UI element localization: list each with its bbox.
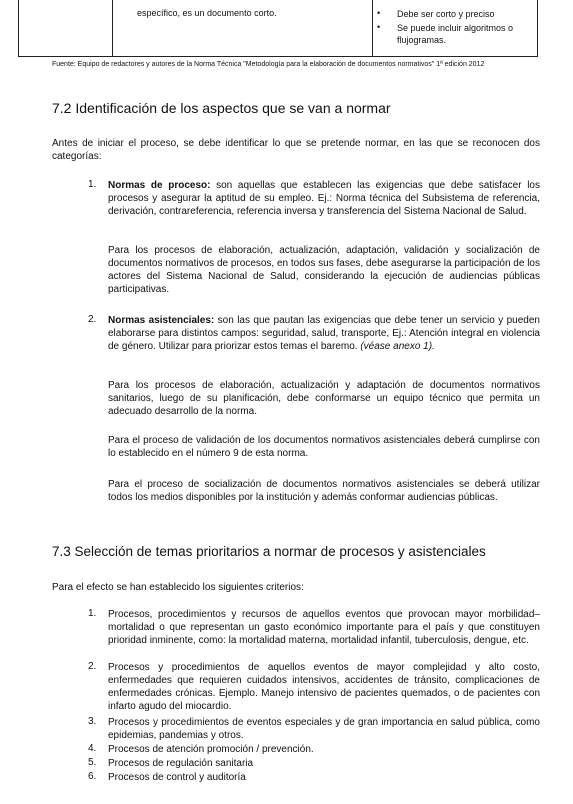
criteria-item: Procesos de regulación sanitaria <box>108 758 254 769</box>
list-number: 3. <box>88 716 97 727</box>
annex-reference: (véase anexo 1). <box>360 341 435 352</box>
table-cell-text: específico, es un documento corto. <box>137 8 277 18</box>
list-number: 5. <box>88 757 97 768</box>
list-number: 1. <box>88 608 97 619</box>
table-cell-empty <box>19 0 113 56</box>
criteria-item: Procesos y procedimientos de aquellos eventos de mayor complejidad y alto costo, enfermedades que requieren cuidados intensivos, accidentes de tránsito, complicaciones de enfermedades crónicas. Ejemplo. Manejo intensivo de pacientes quemados, o de pacientes con infarto agudo del miocardio. <box>108 662 540 712</box>
bullet-icon: • <box>377 22 381 32</box>
table-cell-description <box>113 0 373 56</box>
criteria-table-fragment <box>18 0 538 57</box>
list-item-process-norms: Normas de proceso: son aquellas que establecen las exigencias que debe satisfacer los procesos y asegurar la aptitud de su empleo. Ej.: Norma técnica del Subsistema de referencia, derivación, contrareferencia, referencia inversa y transferencia del Sistema Nacional de Salud. <box>108 180 540 217</box>
list-number: 4. <box>88 743 97 754</box>
paragraph: Para los procesos de elaboración, actualización y adaptación de documentos normativos sanitarios, luego de su planificación, debe conformarse un equipo técnico que permita un adecuado desarrollo de la norma. <box>108 380 540 417</box>
section-heading-7-3: 7.3 Selección de temas prioritarios a normar de procesos y asistenciales <box>52 544 486 559</box>
section-intro: Para el efecto se han establecido los siguientes criterios: <box>52 582 304 593</box>
list-number: 1. <box>88 179 97 190</box>
list-number: 2. <box>88 661 97 672</box>
list-number: 6. <box>88 771 97 782</box>
bullet-icon: • <box>377 8 381 18</box>
list-item-care-norms: Normas asistenciales: son las que pautan las exigencias que debe tener un servicio y pueden elaborarse para distintos campos: seguridad, salud, transporte, Ej.: Atención integral en violencia de género. Utilizar para priorizar estos temas el baremo. (véase anexo 1). <box>108 315 540 352</box>
table-cell-characteristics: • Debe ser corto y preciso • Se puede incluir algoritmos o flujogramas. <box>377 8 514 45</box>
criteria-item: Procesos de atención promoción / prevención. <box>108 744 314 755</box>
paragraph: Para los procesos de elaboración, actualización, adaptación, validación y socialización de documentos normativos de procesos, en todos sus fases, debe asegurarse la participación de los actores del Sistema Nacional de Salud, considerando la ejecución de audiencias públicas participativas. <box>108 245 540 295</box>
list-number: 2. <box>88 314 97 325</box>
table-source-note: Fuente: Equipo de redactores y autores de la Norma Técnica "Metodología para la elaboración de documentos normativos" 1ª edición 2012 <box>52 61 485 68</box>
criteria-item: Procesos de control y auditoría <box>108 772 246 783</box>
term-label: Normas de proceso: <box>108 180 211 191</box>
criteria-item: Procesos, procedimientos y recursos de aquellos eventos que provocan mayor morbilidad–mortalidad o que representan un gasto económico importante para el país y que constituyen prioridad inminente, como: la mortalidad materna, mortalidad infantil, tuberculosis, dengue, etc. <box>108 609 540 646</box>
paragraph: Para el proceso de validación de los documentos normativos asistenciales deberá cumplirse con lo establecido en el número 9 de esta norma. <box>108 435 540 459</box>
term-label: Normas asistenciales: <box>108 315 215 326</box>
section-intro: Antes de iniciar el proceso, se debe identificar lo que se pretende normar, en las que se reconocen dos categorías: <box>52 138 540 162</box>
section-heading-7-2: 7.2 Identificación de los aspectos que se van a normar <box>52 100 391 116</box>
criteria-item: Procesos y procedimientos de eventos especiales y de gran importancia en salud pública, como epidemias, pandemias y otros. <box>108 717 540 741</box>
paragraph: Para el proceso de socialización de documentos normativos asistenciales se deberá utilizar todos los medios disponibles por la institución y además conformar audiencias públicas. <box>108 479 540 503</box>
